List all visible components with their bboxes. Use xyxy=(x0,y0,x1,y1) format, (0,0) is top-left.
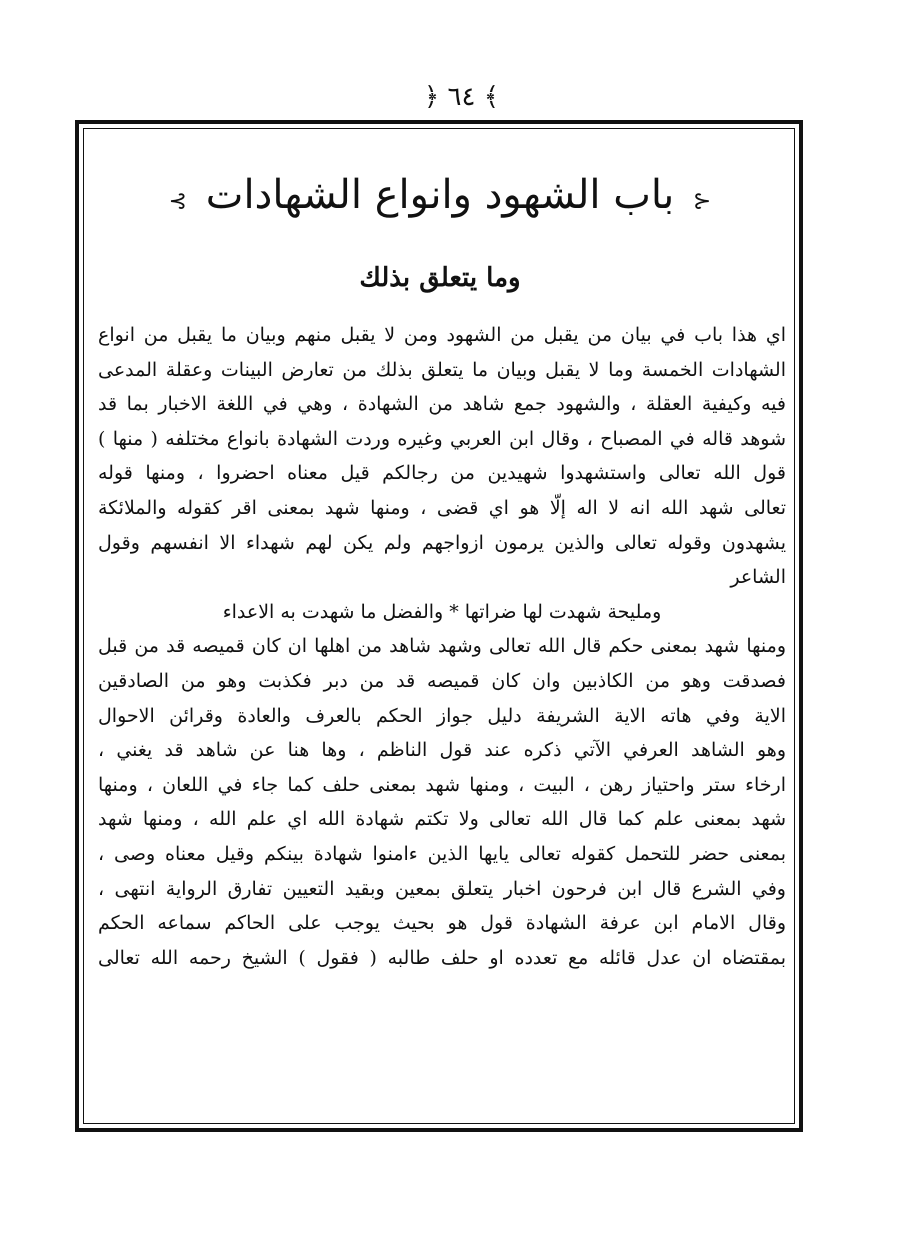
text-line: شهد بمعنى علم كما قال الله تعالى ولا تكتم شهادة الله اي علم الله ، ومنها شهد xyxy=(98,808,786,831)
page-number: ﴾ ٦٤ ﴿ xyxy=(424,82,499,112)
title-ornament-right: ⊰ xyxy=(692,189,712,214)
text-line: اي هذا باب في بيان من يقبل من الشهود ومن لا يقبل منهم وبيان ما يقبل من انواع xyxy=(98,324,786,346)
text-line: ارخاء ستر واحتياز رهن ، البيت ، ومنها شهد بمعنى حلف كما جاء في اللعان ، ومنها xyxy=(98,773,786,796)
text-line: الشهادات الخمسة وما لا يقبل وبيان ما يتعلق بذلك من تعارض البينات وعقلة المدعى xyxy=(98,358,786,381)
text-line: فيه وكيفية العقلة ، والشهود جمع شاهد من الشهادة ، وهي في اللغة الاخبار بما قد xyxy=(98,393,786,416)
body-text xyxy=(98,318,786,975)
text-line: بمقتضاه ان عدل قائله مع تعدده او حلف طالبه ( فقول ) الشيخ رحمه الله تعالى xyxy=(98,946,786,969)
chapter-subtitle: وما يتعلق بذلك xyxy=(359,263,521,293)
chapter-title xyxy=(100,160,780,237)
text-line: وفي الشرع قال ابن فرحون اخبار يتعلق بمعين وبقيد التعيين تفارق الرواية انتهى ، xyxy=(98,877,786,900)
text-line: بمعنى حضر للتحمل كقوله تعالى يايها الذين ءامنوا شهادة بينكم وقيل معناه وصى ، xyxy=(98,842,786,865)
text-line: الشاعر xyxy=(730,566,786,589)
text-line: وقال الامام ابن عرفة الشهادة قول هو بحيث يوجب على الحاكم سماعه الحكم xyxy=(98,912,786,935)
text-line: فصدقت وهو من الكاذبين وان كان قميصه قد من دبر فكذبت وهو من الصادقين xyxy=(98,669,786,692)
text-line: ومنها شهد بمعنى حكم قال الله تعالى وشهد شاهد من اهلها ان كان قميصه قد من قبل xyxy=(98,635,786,658)
poetry-verse: ومليحة شهدت لها ضراتها * والفضل ما شهدت به الاعداء xyxy=(222,600,662,623)
text-line: وهو الشاهد العرفي الآتي ذكره عند قول الناظم ، وها هنا عن شاهد قد يغني ، xyxy=(98,739,786,762)
text-line: الاية وفي هاته الاية الشريفة دليل جواز الحكم بالعرف والعادة وقرائن الاحوال xyxy=(98,704,786,727)
text-line: تعالى شهد الله انه لا اله إلّا هو اي قضى ، ومنها شهد بمعنى اقر كقوله والملائكة xyxy=(98,496,786,519)
title-ornament-left: ⊱ xyxy=(168,189,188,214)
text-line: شوهد قاله في المصباح ، وقال ابن العربي وغيره وردت الشهادة بانواع مختلفه ( منها ) xyxy=(98,427,786,450)
chapter-title-text: باب الشهود وانواع الشهادات xyxy=(205,172,675,218)
text-line: قول الله تعالى واستشهدوا شهيدين من رجالكم قيل معناه احضروا ، ومنها قوله xyxy=(98,462,786,485)
text-line: يشهدون وقوله تعالى والذين يرمون ازواجهم ولم يكن لهم شهداء الا انفسهم وقول xyxy=(98,531,786,554)
